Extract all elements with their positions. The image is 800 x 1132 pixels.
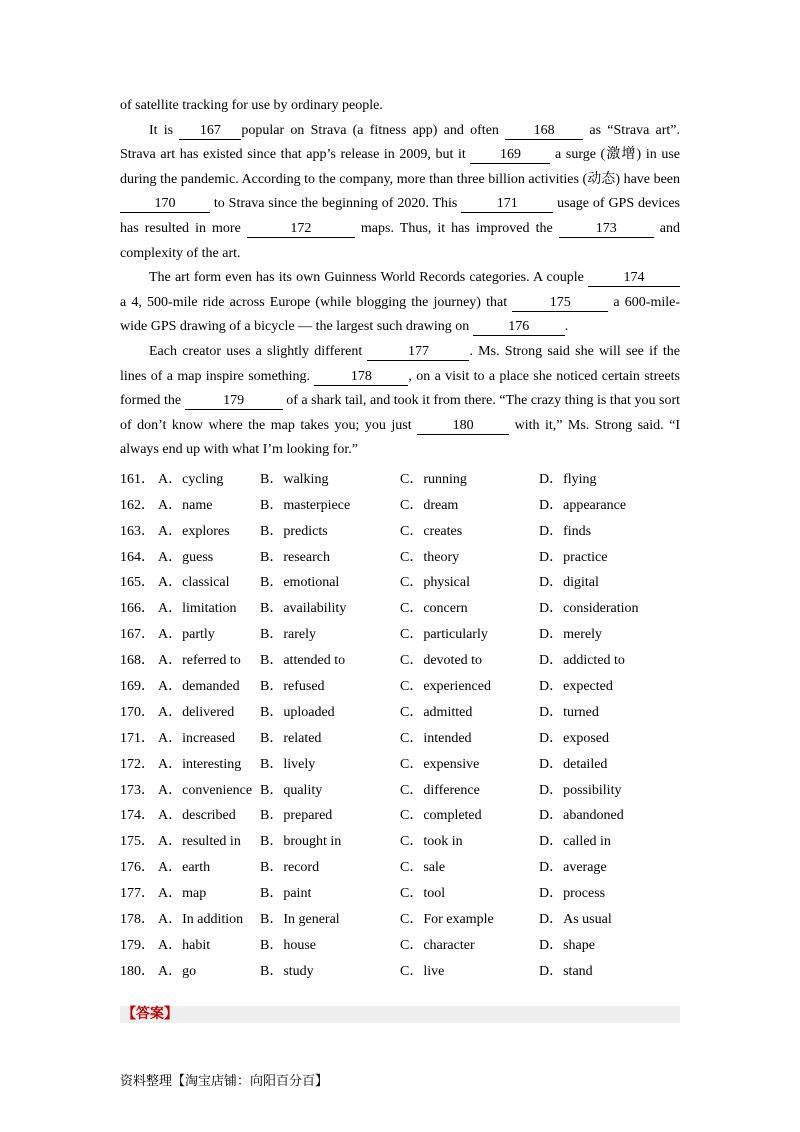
option-d: D．digital: [539, 575, 599, 591]
question-number: 163．: [120, 523, 155, 539]
option-c: C．expensive: [400, 756, 480, 772]
option-a: A．earth: [158, 860, 211, 876]
option-a: A．In addition: [158, 912, 244, 928]
question-row: [120, 493, 680, 519]
option-d: D．expected: [539, 679, 613, 695]
option-b: B．predicts: [260, 523, 328, 539]
option-b: B．paint: [260, 886, 312, 902]
question-number: 170．: [120, 704, 155, 720]
option-c: C．tool: [400, 886, 446, 902]
option-c: C．intended: [400, 730, 472, 746]
option-c: C．devoted to: [400, 653, 483, 669]
option-c: C．For example: [400, 912, 494, 928]
question-row: [120, 907, 680, 933]
question-row: [120, 933, 680, 959]
paragraph-text: .: [564, 319, 569, 335]
option-d: D．abandoned: [539, 808, 624, 824]
option-d: D．exposed: [539, 730, 609, 746]
question-number: 167．: [120, 627, 155, 643]
question-number: 174．: [120, 808, 155, 824]
option-d: D．flying: [539, 471, 597, 487]
paragraph-text: . Ms. Strong said she will see if the lines of a map inspire something.: [120, 343, 680, 384]
passage-paragraph: [120, 94, 680, 119]
option-a: A．referred to: [158, 653, 241, 669]
option-d: D．stand: [539, 963, 593, 979]
paragraph-text: of a shark tail, and took it from there. “The crazy thing is that you sort of don’t know where the map takes you; you just: [120, 393, 680, 433]
option-b: B．refused: [260, 679, 325, 695]
option-b: B．quality: [260, 782, 323, 798]
option-d: D．merely: [539, 627, 602, 643]
blank-177: 177: [367, 344, 469, 361]
blank-171: 171: [461, 196, 553, 213]
question-row: [120, 881, 680, 907]
option-b: B．research: [260, 549, 330, 565]
option-d: D．turned: [539, 704, 599, 720]
question-row: [120, 726, 680, 752]
blank-176: 176: [473, 319, 565, 336]
option-a: A．explores: [158, 523, 230, 539]
option-c: C．physical: [400, 575, 470, 591]
question-row: [120, 829, 680, 855]
option-c: C．took in: [400, 834, 463, 850]
option-b: B．study: [260, 963, 314, 979]
paragraph-text: The art form even has its own Guinness World Records categories. A couple: [149, 270, 588, 286]
option-d: D．possibility: [539, 782, 622, 798]
option-a: A．guess: [158, 549, 214, 565]
paragraph-text: a 4, 500-mile ride across Europe (while blogging the journey) that: [120, 294, 513, 310]
option-d: D．process: [539, 886, 606, 902]
option-a: A．partly: [158, 627, 215, 643]
question-row: [120, 519, 680, 545]
option-b: B．brought in: [260, 834, 342, 850]
option-c: C．dream: [400, 497, 459, 513]
option-b: B．prepared: [260, 808, 333, 824]
option-d: D．As usual: [539, 912, 612, 928]
option-a: A．described: [158, 808, 236, 824]
option-b: B．In general: [260, 912, 340, 928]
option-b: B．record: [260, 860, 320, 876]
option-b: B．uploaded: [260, 704, 335, 720]
question-row: [120, 467, 680, 493]
question-number: 178．: [120, 912, 155, 928]
paragraph-text: of satellite tracking for use by ordinary people.: [120, 98, 383, 113]
option-b: B．masterpiece: [260, 497, 351, 513]
paragraph-text: popular on Strava (a fitness app) and often: [241, 122, 506, 138]
answer-label: 【答案】: [122, 1006, 178, 1022]
blank-169: 169: [470, 147, 550, 164]
option-b: B．availability: [260, 601, 347, 617]
answer-section-bar: [120, 1006, 680, 1023]
option-d: D．shape: [539, 937, 595, 953]
option-b: B．emotional: [260, 575, 340, 591]
option-a: A．habit: [158, 937, 211, 953]
option-a: A．demanded: [158, 679, 240, 695]
question-row: [120, 803, 680, 829]
question-number: 171．: [120, 730, 155, 746]
paragraph-text: usage of GPS devices has resulted in more: [120, 196, 680, 236]
passage-paragraph: [120, 266, 680, 340]
option-c: C．live: [400, 963, 445, 979]
option-a: A．interesting: [158, 756, 242, 772]
blank-175: 175: [512, 295, 608, 312]
blank-172: 172: [247, 221, 355, 238]
option-a: A．increased: [158, 730, 235, 746]
footer-note: 资料整理【淘宝店铺：向阳百分百】: [120, 1074, 329, 1089]
blank-168: 168: [505, 123, 583, 140]
question-number: 164．: [120, 549, 155, 565]
paragraph-text: maps. Thus, it has improved the: [354, 220, 559, 236]
question-number: 166．: [120, 601, 155, 617]
question-number: 169．: [120, 679, 155, 695]
paragraph-text: a surge (激增) in use during the pandemic. According to the company, more than three billion activities (动态) have been: [120, 147, 680, 187]
option-a: A．go: [158, 963, 197, 979]
option-c: C．admitted: [400, 704, 473, 720]
option-d: D．finds: [539, 523, 592, 539]
question-row: [120, 752, 680, 778]
option-a: A．classical: [158, 575, 230, 591]
option-a: A．convenience: [158, 782, 253, 798]
question-row: [120, 596, 680, 622]
question-number: 179．: [120, 937, 155, 953]
option-b: B．attended to: [260, 653, 346, 669]
option-a: A．delivered: [158, 704, 235, 720]
option-a: A．cycling: [158, 471, 224, 487]
option-d: D．detailed: [539, 756, 608, 772]
option-c: C．character: [400, 937, 475, 953]
blank-174: 174: [588, 270, 680, 287]
option-b: B．house: [260, 937, 316, 953]
blank-178: 178: [314, 369, 408, 386]
question-row: [120, 855, 680, 881]
paragraph-text: with it,” Ms. Strong said. “I always end up with what I’m looking for.”: [120, 417, 680, 458]
option-c: C．sale: [400, 860, 446, 876]
option-c: C．difference: [400, 782, 480, 798]
option-c: C．running: [400, 471, 467, 487]
option-a: A．limitation: [158, 601, 237, 617]
paragraph-text: , on a visit to a place she noticed certain streets formed the: [120, 368, 680, 409]
option-b: B．rarely: [260, 627, 316, 643]
question-number: 168．: [120, 653, 155, 669]
question-number: 172．: [120, 756, 155, 772]
option-a: A．resulted in: [158, 834, 241, 850]
option-d: D．appearance: [539, 497, 627, 513]
option-c: C．theory: [400, 549, 460, 565]
question-number: 173．: [120, 782, 155, 798]
question-number: 162．: [120, 497, 155, 513]
question-number: 180．: [120, 963, 155, 979]
question-number: 176．: [120, 860, 155, 876]
question-number: 161．: [120, 471, 155, 487]
option-a: A．map: [158, 886, 207, 902]
paragraph-text: a 600-mile-wide GPS drawing of a bicycle — the largest such drawing on: [120, 294, 681, 335]
paragraph-text: It is: [149, 122, 180, 138]
passage-paragraph: [120, 119, 680, 267]
question-number: 165．: [120, 575, 155, 591]
document-page: [120, 94, 680, 985]
blank-179: 179: [185, 393, 283, 410]
question-row: [120, 778, 680, 804]
option-d: D．addicted to: [539, 653, 625, 669]
question-number: 175．: [120, 834, 155, 850]
option-a: A．name: [158, 497, 213, 513]
paragraph-text: and complexity of the art.: [120, 220, 681, 261]
options-list: [120, 467, 680, 985]
passage-paragraph: [120, 340, 680, 463]
paragraph-text: to Strava since the beginning of 2020. This: [210, 196, 462, 212]
option-c: C．creates: [400, 523, 463, 539]
option-c: C．concern: [400, 601, 468, 617]
question-row: [120, 959, 680, 985]
blank-173: 173: [559, 221, 654, 238]
question-row: [120, 674, 680, 700]
option-b: B．walking: [260, 471, 329, 487]
question-row: [120, 545, 680, 571]
paragraph-text: Each creator uses a slightly different: [149, 343, 368, 359]
option-d: D．consideration: [539, 601, 639, 617]
blank-180: 180: [417, 418, 509, 435]
blank-167: 167: [179, 123, 241, 140]
question-number: 177．: [120, 886, 155, 902]
question-row: [120, 622, 680, 648]
blank-170: 170: [120, 196, 210, 213]
option-b: B．related: [260, 730, 322, 746]
option-d: D．practice: [539, 549, 608, 565]
option-d: D．average: [539, 860, 607, 876]
question-row: [120, 648, 680, 674]
question-row: [120, 570, 680, 596]
option-c: C．completed: [400, 808, 482, 824]
paragraph-text: as “Strava art”. Strava art has existed since that app’s release in 2009, but it: [120, 122, 681, 163]
question-row: [120, 700, 680, 726]
option-c: C．particularly: [400, 627, 488, 643]
option-d: D．called in: [539, 834, 611, 850]
passage: [120, 94, 680, 463]
option-c: C．experienced: [400, 679, 491, 695]
option-b: B．lively: [260, 756, 316, 772]
